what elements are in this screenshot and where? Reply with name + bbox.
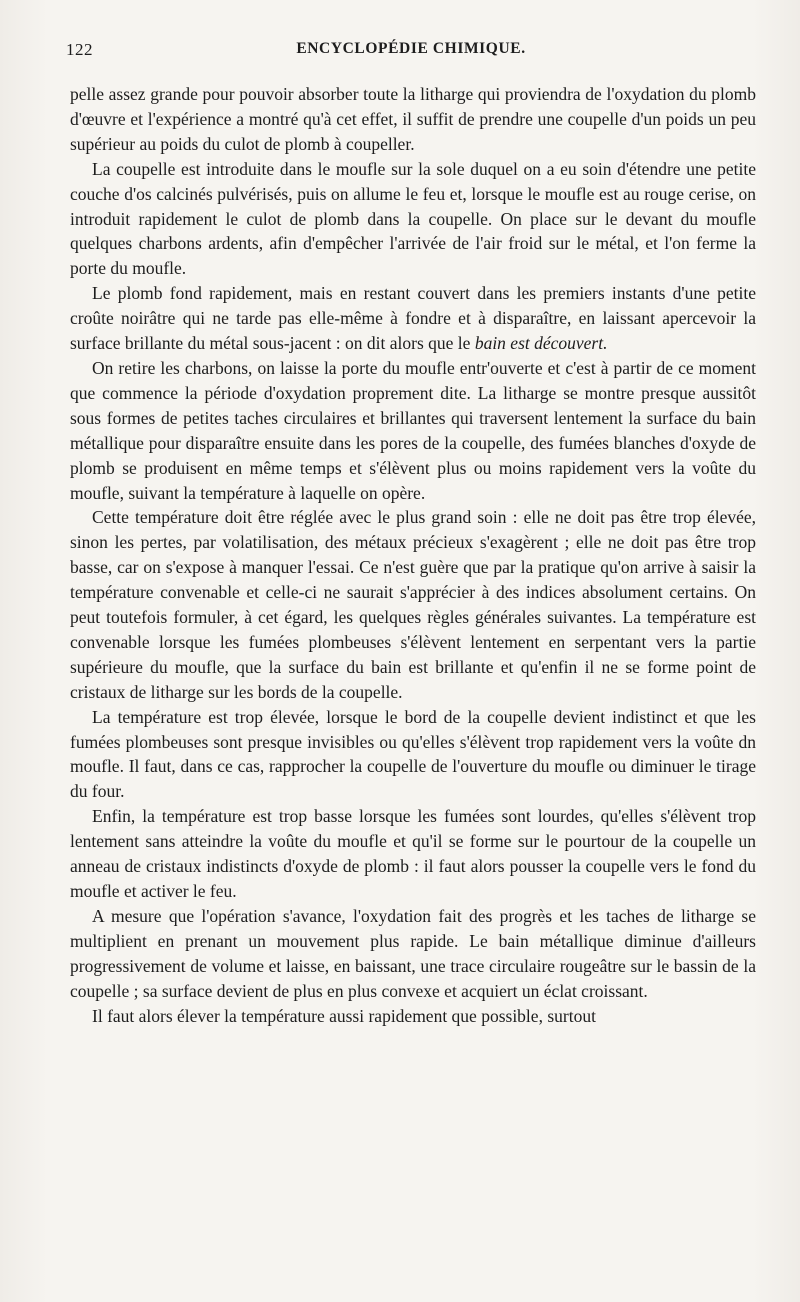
- running-title: ENCYCLOPÉDIE CHIMIQUE.: [296, 40, 526, 57]
- paragraph-progres-oxydation: A mesure que l'opération s'avance, l'oxydation fait des progrès et les taches de litharge se multiplient en prenant un mouvement plus rapide. Le bain métallique diminue d'ailleurs progressivement de volume et laisse, en baissant, une trace circulaire rougeâtre sur le bassin de la coupelle ; sa surface devient de plus en plus convexe et acquiert un éclat croissant.: [70, 905, 756, 1001]
- italic-term: bain est découvert.: [474, 333, 608, 354]
- running-head: [66, 40, 756, 64]
- paragraph-coupelle-introduction: La coupelle est introduite dans le moufle sur la sole duquel on a eu soin d'étendre une petite couche d'os calcinés pulvérisés, puis on allume le feu et, lorsque le moufle est au rouge cerise, on introduit rapidement le culot de plomb dans la coupelle. On place sur le devant du moufle quelques charbons ardents, afin d'empêcher l'arrivée de l'air froid sur le métal, et l'on ferme la porte du moufle.: [70, 158, 756, 279]
- paragraph-oxydation: On retire les charbons, on laisse la porte du moufle entr'ouverte et c'est à partir de ce moment que commence la période d'oxydation proprement dite. La litharge se montre presque aussitôt sous formes de petites taches circulaires et brillantes qui traversent lentement la surface du bain métallique pour disparaître ensuite dans les pores de la coupelle, des fumées blanches d'oxyde de plomb se produisent en même temps et s'élèvent plus ou moins rapidement vers la voûte du moufle, suivant la température à laquelle on opère.: [70, 357, 756, 503]
- paragraph-temperature-basse: Enfin, la température est trop basse lorsque les fumées sont lourdes, qu'elles s'élèvent trop lentement sans atteindre la voûte du moufle et qu'il se forme sur le pourtour de la coupelle un anneau de cristaux indistincts d'oxyde de plomb : il faut alors pousser la coupelle vers le fond du moufle et activer le feu.: [70, 806, 756, 901]
- page-number: 122: [66, 40, 93, 59]
- paragraph-elever-temperature: Il faut alors élever la température aussi rapidement que possible, surtout: [92, 1005, 596, 1026]
- paragraph-temperature-elevee: La température est trop élevée, lorsque le bord de la coupelle devient indistinct et que les fumées plombeuses sont presque invisibles ou qu'elles s'élèvent trop rapidement vers la voûte dn moufle. Il faut, dans ce cas, rapprocher la coupelle de l'ouverture du moufle ou diminuer le tirage du four.: [70, 706, 756, 802]
- paragraph-plomb-fond-text: Le plomb fond rapidement, mais en restant couvert dans les premiers instants d'une petite croûte noirâtre qui ne tarde pas elle-même à fondre et à disparaître, en laissant apercevoir la surface brillante du métal sous-jacent : on dit alors que le: [70, 283, 756, 354]
- body-text: [70, 82, 756, 1028]
- paragraph-temperature: Cette température doit être réglée avec le plus grand soin : elle ne doit pas être trop élevée, sinon les pertes, par volatilisation, des métaux précieux s'exagèrent ; elle ne doit pas être trop basse, car on s'expose à manquer l'essai. Ce n'est guère que par la pratique qu'on arrive à saisir la température convenable et celle-ci ne saurait s'apprécier à des indices absolument certains. On peut toutefois formuler, à cet égard, les quelques règles générales suivantes. La température est convenable lorsque les fumées plombeuses s'élèvent lentement en serpentant vers la partie supérieure du moufle, que la surface du bain est brillante et qu'enfin il ne se forme point de cristaux de litharge sur les bords de la coupelle.: [70, 507, 756, 702]
- paragraph-plomb-fond: [70, 281, 756, 356]
- paragraph-continuation: pelle assez grande pour pouvoir absorber toute la litharge qui proviendra de l'oxydation du plomb d'œuvre et l'expérience a montré qu'à cet effet, il suffit de prendre une coupelle d'un poids un peu supérieur au poids du culot de plomb à coupeller.: [70, 84, 756, 154]
